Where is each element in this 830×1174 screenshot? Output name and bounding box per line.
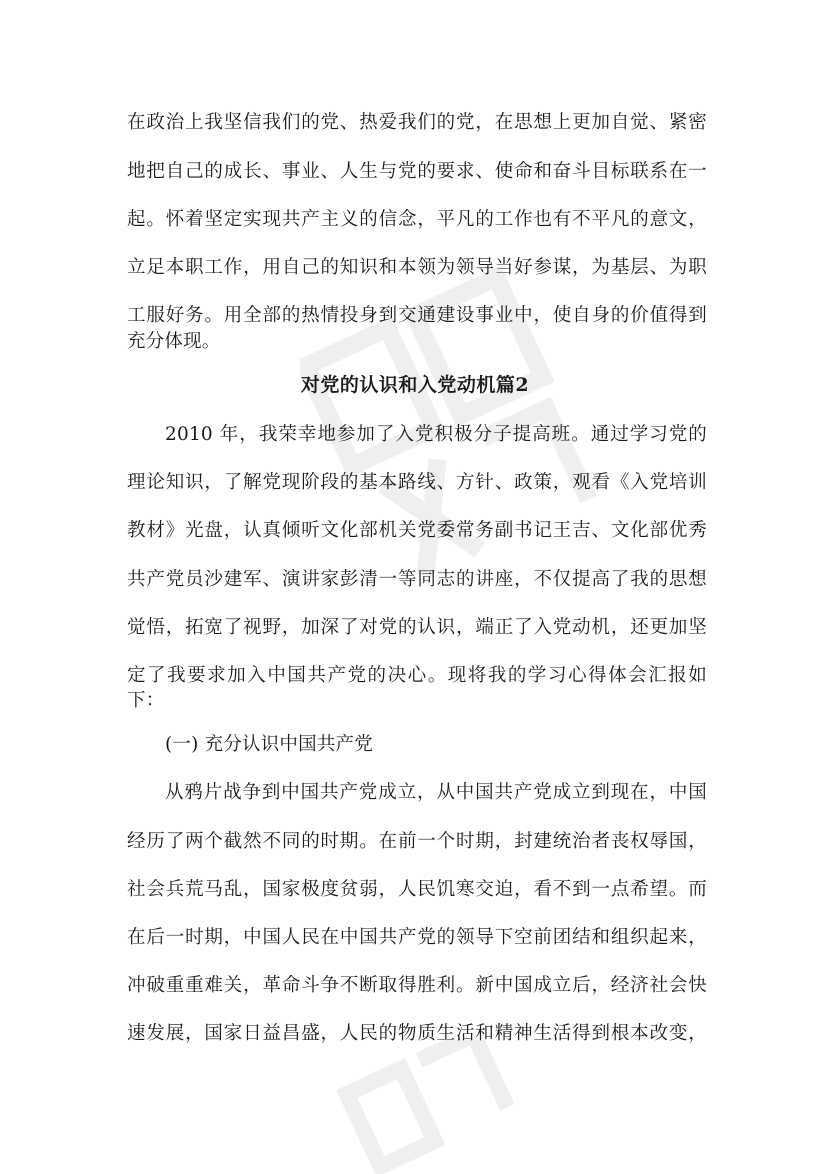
- paragraph1-line-6: 充分体现。: [127, 331, 221, 352]
- paragraph2-line-5: 觉悟，拓宽了视野，加深了对党的认识，端正了入党动机，还更加坚: [127, 617, 707, 638]
- paragraph1-line-1: 在政治上我坚信我们的党、热爱我们的党，在思想上更加自觉、紧密: [127, 112, 707, 133]
- paragraph3-line-2: 经历了两个截然不同的时期。在前一个时期，封建统治者丧权辱国，: [127, 831, 707, 852]
- paragraph2-line-7: 下：: [127, 690, 165, 711]
- subsection-title: (一) 充分认识中国共产党: [165, 734, 373, 755]
- paragraph3-line-1: 从鸦片战争到中国共产党成立，从中国共产党成立到现在，中国: [165, 782, 707, 803]
- paragraph3-line-3: 社会兵荒马乱，国家极度贫弱，人民饥寒交迫，看不到一点希望。而: [127, 879, 707, 900]
- watermark-stamp-icon-lower: [330, 1040, 530, 1174]
- paragraph1-line-3: 起。怀着坚定实现共产主义的信念，平凡的工作也有不平凡的意文，: [127, 209, 707, 230]
- paragraph2-line-1: 2010 年，我荣幸地参加了入党积极分子提高班。通过学习党的: [165, 424, 707, 445]
- paragraph2-line-6: 定了我要求加入中国共产党的决心。现将我的学习心得体会汇报如: [127, 665, 707, 686]
- paragraph2-line-3: 教材》光盘，认真倾听文化部机关党委常务副书记王吉、文化部优秀: [127, 520, 707, 541]
- paragraph3-line-4: 在后一时期，中国人民在中国共产党的领导下空前团结和组织起来，: [127, 927, 707, 948]
- paragraph3-line-5: 冲破重重难关，革命斗争不断取得胜利。新中国成立后，经济社会快: [127, 975, 707, 996]
- paragraph1-line-5: 工服好务。用全部的热情投身到交通建设事业中，使自身的价值得到: [127, 305, 707, 326]
- paragraph2-line-2: 理论知识，了解党现阶段的基本路线、方针、政策，观看《入党培训: [127, 472, 707, 493]
- paragraph2-line-4: 共产党员沙建军、演讲家彭清一等同志的讲座，不仅提高了我的思想: [127, 569, 707, 590]
- section-heading: 对党的认识和入党动机篇2: [300, 374, 530, 396]
- paragraph1-line-4: 立足本职工作，用自己的知识和本领为领导当好参谋，为基层、为职: [127, 257, 707, 278]
- paragraph1-line-2: 地把自己的成长、事业、人生与党的要求、使命和奋斗目标联系在一: [127, 161, 707, 182]
- paragraph3-line-6: 速发展，国家日益昌盛，人民的物质生活和精神生活得到根本改变，: [127, 1023, 707, 1044]
